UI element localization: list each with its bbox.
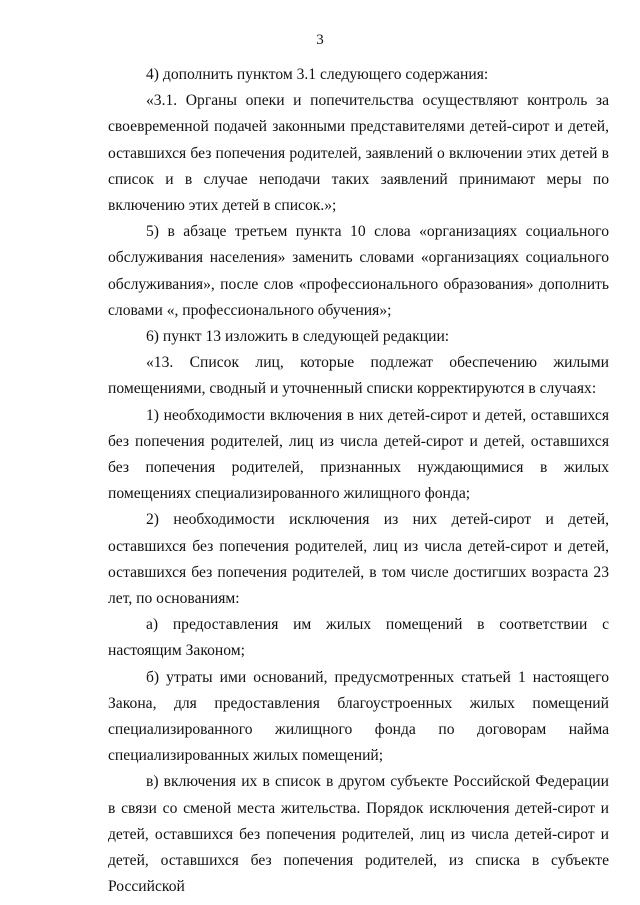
- paragraph-item-13: «13. Список лиц, которые подлежат обеспечению жилыми помещениями, сводный и уточненный списки корректируются в случаях:: [108, 354, 609, 398]
- document-body: [108, 62, 609, 901]
- paragraph-subitem-2: 2) необходимости исключения из них детей-сирот и детей, оставшихся без попечения родителей, лиц из числа детей-сирот и детей, оставшихся без попечения родителей, в том числе достигших возраста 23 лет, по основаниям:: [108, 511, 609, 608]
- paragraph-subitem-a: а) предоставления им жилых помещений в соответствии с настоящим Законом;: [108, 616, 609, 660]
- paragraph-item-6: 6) пункт 13 изложить в следующей редакции:: [146, 328, 450, 346]
- paragraph-subitem-b: б) утраты ими оснований, предусмотренных статьей 1 настоящего Закона, для предоставления благоустроенных жилых помещений специализированного жилищного фонда по договорам найма специализированных жилых помещений;: [108, 668, 609, 765]
- paragraph-item-5: 5) в абзаце третьем пункта 10 слова «организациях социального обслуживания населения» заменить словами «организациях социального обслуживания», после слов «профессионального образования» дополнить словами «, профессионального обучения»;: [108, 223, 609, 319]
- paragraph-subitem-1: 1) необходимости включения в них детей-сирот и детей, оставшихся без попечения родителей, лиц из числа детей-сирот и детей, оставшихся без попечения родителей, признанных нуждающимися в жилых помещениях специализированного жилищного фонда;: [108, 406, 609, 503]
- paragraph-item-3-1: «3.1. Органы опеки и попечительства осуществляют контроль за своевременной подачей законными представителями детей-сирот и детей, оставшихся без попечения родителей, заявлений о включении этих детей в список и в случае неподачи таких заявлений принимают меры по включению этих детей в список.»;: [108, 92, 609, 215]
- paragraph-item-4: 4) дополнить пунктом 3.1 следующего содержания:: [146, 66, 489, 83]
- page-number: 3: [316, 32, 324, 48]
- paragraph-subitem-v: в) включения их в список в другом субъекте Российской Федерации в связи со сменой места жительства. Порядок исключения детей-сирот и детей, оставшихся без попечения родителей, лиц из числа детей-сирот и детей, оставшихся без попечения родителей, из списка в субъекте Российской: [108, 773, 609, 896]
